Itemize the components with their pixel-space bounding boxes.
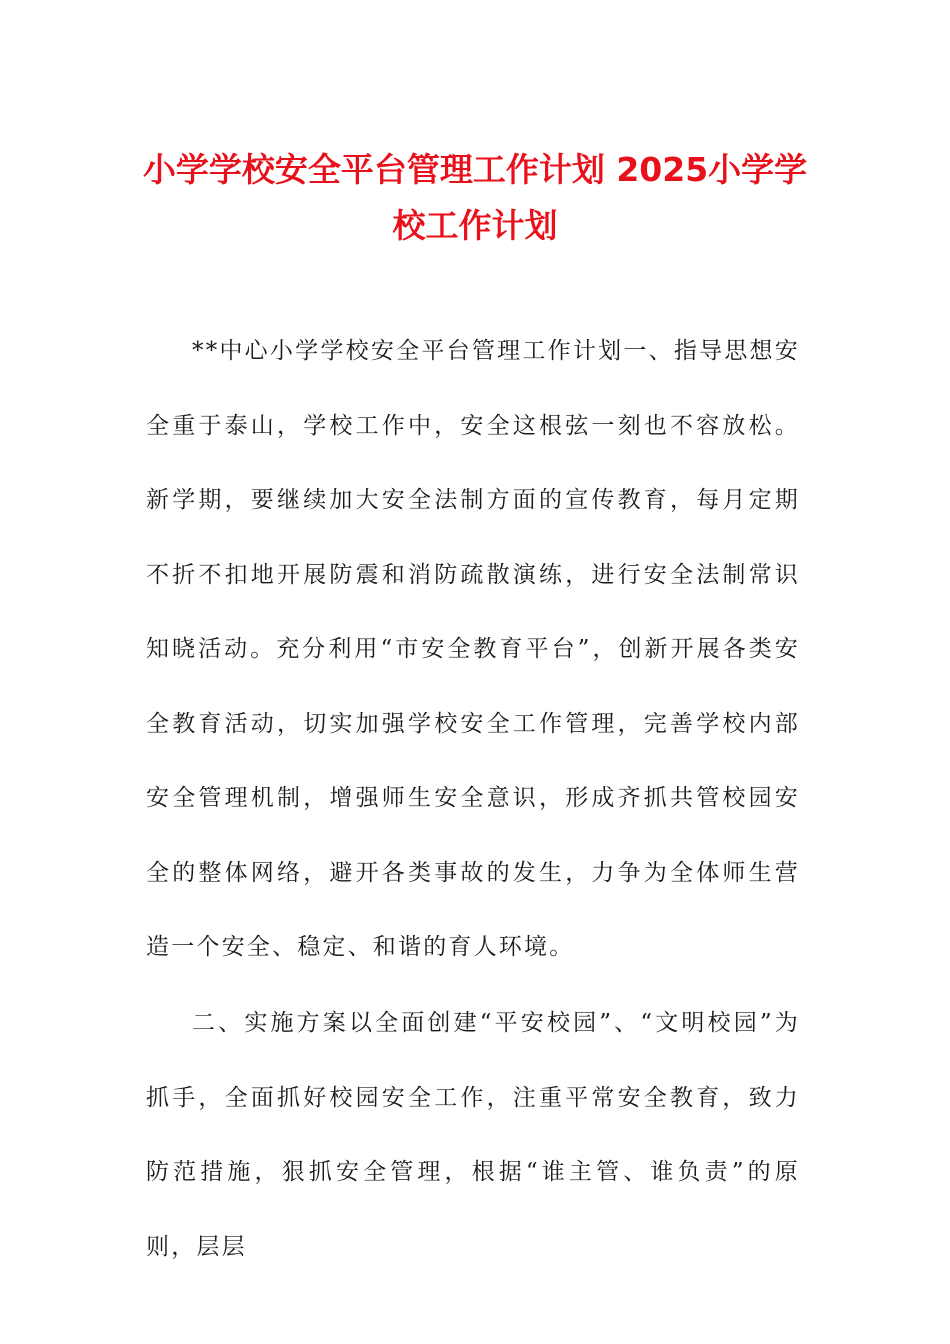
paragraph-implementation-plan: 二、实施方案以全面创建“平安校园”、“文明校园”为抓手，全面抓好校园安全工作，注重平常安全教育，致力防范措施，狠抓安全管理，根据“谁主管、谁负责”的原则，层层 xyxy=(146,1010,800,1260)
paragraph-guiding-ideology: **中心小学学校安全平台管理工作计划一、指导思想安全重于泰山，学校工作中，安全这根弦一刻也不容放松。新学期，要继续加大安全法制方面的宣传教育，每月定期不折不扣地开展防震和消防疏散演练，进行安全法制常识知晓活动。充分利用“市安全教育平台”，创新开展各类安全教育活动，切实加强学校安全工作管理，完善学校内部安全管理机制，增强师生安全意识，形成齐抓共管校园安全的整体网络，避开各类事故的发生，力争为全体师生营造一个安全、稳定、和谐的育人环境。 xyxy=(146,338,800,960)
document-title: 小学学校安全平台管理工作计划 2025小学学校工作计划 xyxy=(142,150,808,245)
